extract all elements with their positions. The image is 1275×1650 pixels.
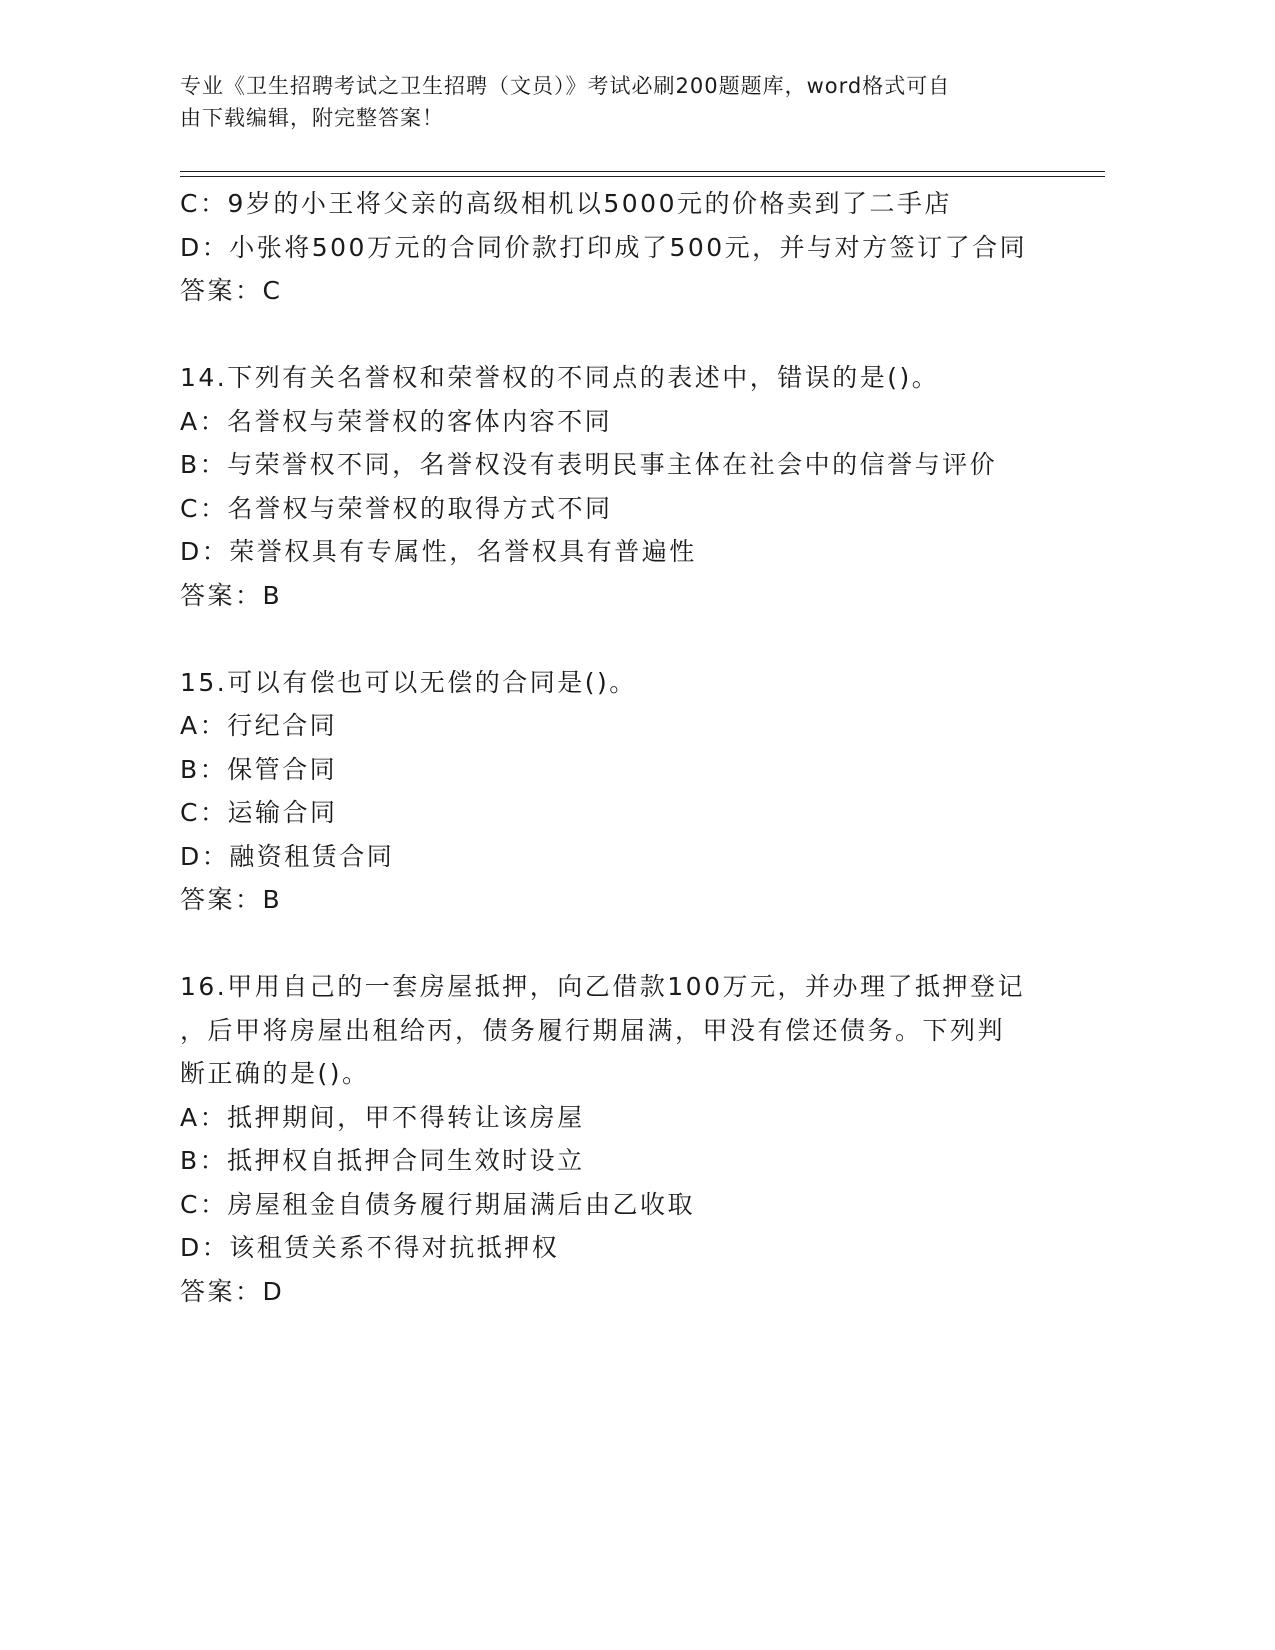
question-14-option-a: A：名誉权与荣誉权的客体内容不同 [180,406,613,436]
question-16-answer: 答案：D [180,1276,285,1306]
question-15-option-c: C：运输合同 [180,798,338,827]
question-15-option-a: A：行纪合同 [180,711,338,740]
spacer [180,313,1080,357]
header-line-2: 由下载编辑，附完整答案！ [180,106,444,130]
question-14-option-c: C：名誉权与荣誉权的取得方式不同 [180,493,613,523]
question-15-answer: 答案：B [180,885,283,914]
spacer [180,617,1080,661]
question-14-block [180,356,1080,617]
question-15-text: 15.可以有偿也可以无偿的合同是()。 [180,667,637,697]
question-13-answer: 答案：C [180,276,283,305]
header-divider-top [180,171,1105,172]
question-15-block [180,661,1080,922]
question-16-option-d: D：该租赁关系不得对抗抵押权 [180,1233,560,1262]
question-16-option-b: B：抵押权自抵押合同生效时设立 [180,1146,585,1175]
question-16-text-line-3: 断正确的是()。 [180,1059,370,1088]
question-14-answer: 答案：B [180,580,283,610]
header-divider-bottom [180,176,1105,177]
question-16-text-line-1: 16.甲用自己的一套房屋抵押，向乙借款100万元，并办理了抵押登记 [180,972,1025,1001]
question-13-option-d: D：小张将500万元的合同价款打印成了500元，并与对方签订了合同 [180,232,1028,262]
question-14-option-b: B：与荣誉权不同，名誉权没有表明民事主体在社会中的信誉与评价 [180,450,998,479]
question-16-text-line-2: ，后甲将房屋出租给丙，债务履行期届满，甲没有偿还债务。下列判 [180,1015,1006,1045]
question-13-option-c: C：9岁的小王将父亲的高级相机以5000元的价格卖到了二手店 [180,189,952,218]
question-16-block [180,965,1080,1313]
question-14-text: 14.下列有关名誉权和荣誉权的不同点的表述中，错误的是()。 [180,363,940,392]
question-16-option-c: C：房屋租金自债务履行期届满后由乙收取 [180,1189,695,1219]
spacer [180,922,1080,966]
question-16-option-a: A：抵押期间，甲不得转让该房屋 [180,1102,585,1132]
question-content [180,182,1080,1313]
question-15-option-d: D：融资租赁合同 [180,841,395,871]
header-line-1: 专业《卫生招聘考试之卫生招聘（文员）》考试必刷200题题库，word格式可自 [180,74,951,98]
question-14-option-d: D：荣誉权具有专属性，名誉权具有普遍性 [180,537,697,566]
question-13-block [180,182,1080,313]
document-header [180,70,1040,134]
question-15-option-b: B：保管合同 [180,754,338,784]
